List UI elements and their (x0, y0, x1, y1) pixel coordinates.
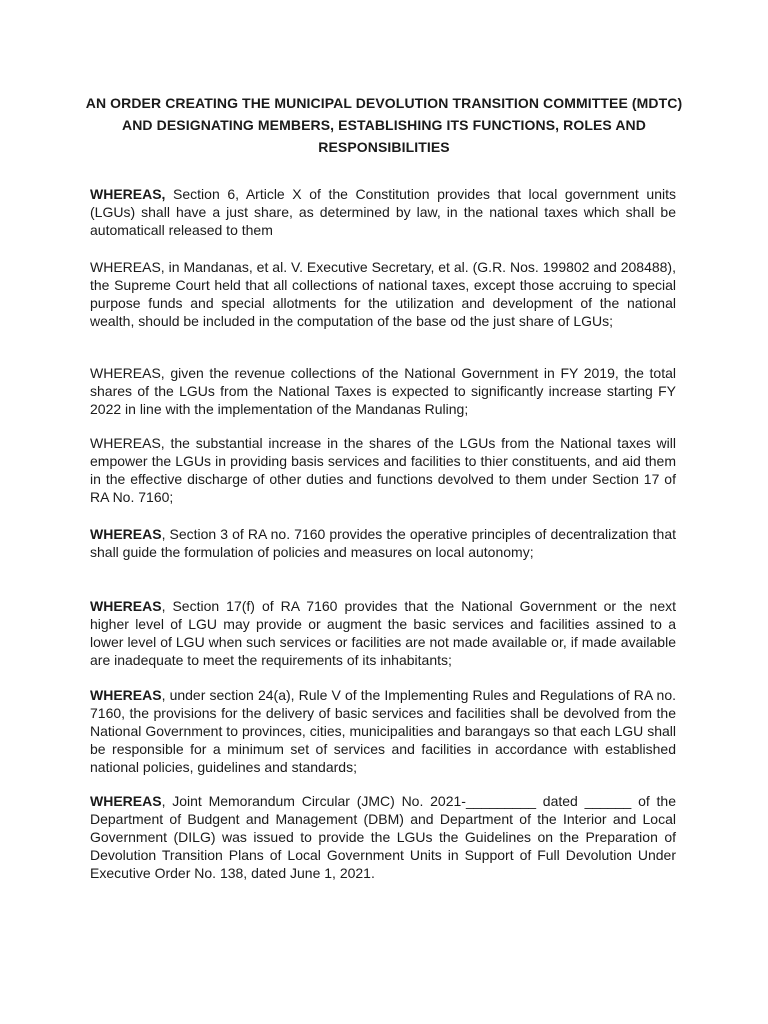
paragraph-text: Section 6, Article X of the Constitution provides that local government units (LGUs) shall have a just share, as determined by law, in the national taxes which shall be automaticall released to them (90, 186, 676, 238)
whereas-lead: WHEREAS (90, 526, 162, 542)
whereas-paragraph-8 (90, 792, 676, 882)
whereas-paragraph-7 (90, 686, 676, 776)
paragraph-text: WHEREAS, in Mandanas, et al. V. Executive Secretary, et al. (G.R. Nos. 199802 and 208488), the Supreme Court held that all collections of national taxes, except those accruing to special purpose funds and special allotments for the utilization and development of the national wealth, should be included in the computation of the base od the just share of LGUs; (90, 259, 676, 329)
paragraph-text: , under section 24(a), Rule V of the Implementing Rules and Regulations of RA no. 7160, the provisions for the delivery of basic services and facilities shall be devolved from the National Government to provinces, cities, municipalities and barangays so that each LGU shall be responsible for a minimum set of services and facilities in accordance with established national policies, guidelines and standards; (90, 687, 676, 775)
paragraph-text: , Section 17(f) of RA 7160 provides that the National Government or the next higher level of LGU may provide or augment the basic services and facilities assined to a lower level of LGU when such services or facilities are not made available or, if made available are inadequate to meet the requirements of its inhabitants; (90, 598, 676, 668)
whereas-paragraph-4 (90, 434, 676, 506)
paragraph-text: , Section 3 of RA no. 7160 provides the operative principles of decentralization that shall guide the formulation of policies and measures on local autonomy; (90, 526, 676, 560)
paragraph-text: WHEREAS, given the revenue collections of the National Government in FY 2019, the total shares of the LGUs from the National Taxes is expected to significantly increase starting FY 2022 in line with the implementation of the Mandanas Ruling; (90, 365, 676, 417)
whereas-paragraph-6 (90, 597, 676, 669)
document-title: AN ORDER CREATING THE MUNICIPAL DEVOLUTION TRANSITION COMMITTEE (MDTC) AND DESIGNATING MEMBERS, ESTABLISHING ITS FUNCTIONS, ROLES AND RESPONSIBILITIES (85, 95, 683, 155)
whereas-paragraph-2 (90, 258, 676, 330)
whereas-lead: WHEREAS (90, 793, 162, 809)
whereas-paragraph-5 (90, 525, 676, 561)
paragraph-text: WHEREAS, the substantial increase in the shares of the LGUs from the National taxes will empower the LGUs in providing basis services and facilities to thier constituents, and aid them in the effective discharge of other duties and functions devolved to them under Section 17 of RA No. 7160; (90, 435, 676, 505)
whereas-lead: WHEREAS (90, 598, 162, 614)
paragraph-text: , Joint Memorandum Circular (JMC) No. 2021-_________ dated ______ of the Department of Budgent and Management (DBM) and Department of the Interior and Local Government (DILG) was issued to provide the LGUs the Guidelines on the Preparation of Devolution Transition Plans of Local Government Units in Support of Full Devolution Under Executive Order No. 138, dated June 1, 2021. (90, 793, 676, 881)
whereas-lead: WHEREAS, (90, 186, 166, 202)
whereas-paragraph-3 (90, 364, 676, 418)
whereas-lead: WHEREAS (90, 687, 162, 703)
whereas-paragraph-1 (90, 185, 676, 239)
